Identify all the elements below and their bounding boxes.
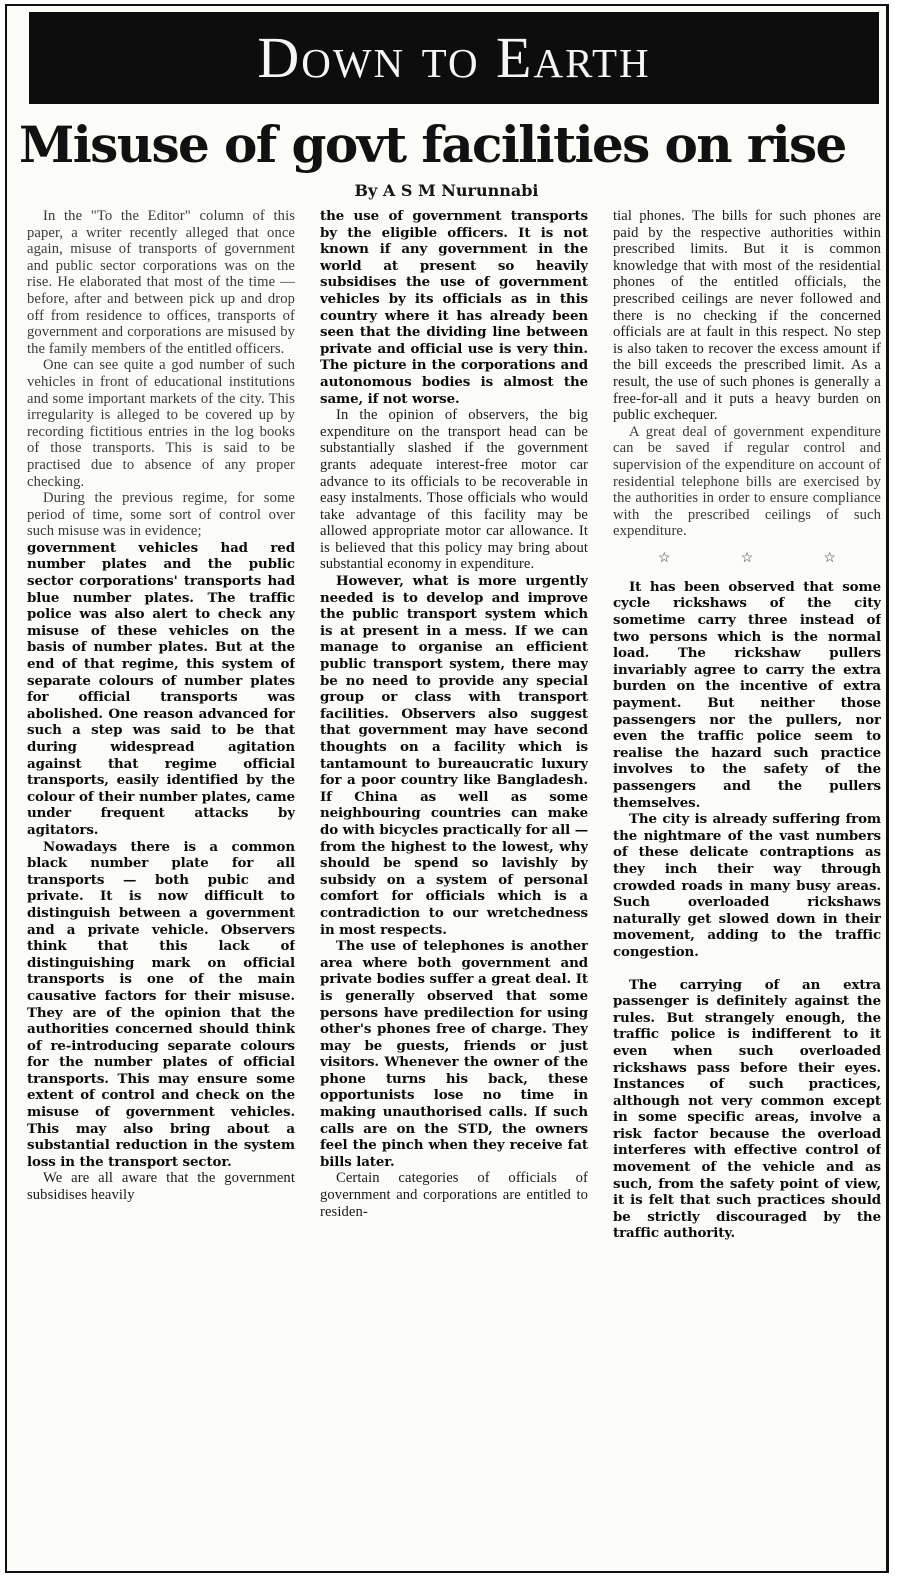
paragraph: Certain categories of officials of government and corporations are entitled to residen- <box>320 1170 588 1220</box>
paragraph: the use of government transports by the eligible officers. It is not known if any government in the world at present so heavily subsidises the use of government vehicles by its officials as in this country where it has already been seen that the dividing line between private and official use is very thin. The picture in the corporations and autonomous bodies is almost the same, if not worse. <box>320 208 588 407</box>
column-2 <box>320 208 588 1570</box>
paragraph-gap <box>613 961 881 977</box>
paragraph: During the previous regime, for some period of time, some sort of control over such misuse was in evidence; <box>27 490 295 540</box>
paragraph: In the opinion of observers, the big expenditure on the transport head can be substantially slashed if the government grants adequate interest-free motor car advance to its officials to be recoverable in easy instalments. Those officials who would take advantage of this facility may be allowed appropriate motor car allowance. It is believed that this policy may bring about substantial economy in expenditure. <box>320 407 588 573</box>
star-icon: ☆ <box>658 550 671 566</box>
paragraph: One can see quite a god number of such vehicles in front of educational institutions and some important markets of the city. This irregularity is alleged to be covered up by recording fictitious entries in the log books of those transports. This is said to be practised due to absence of any proper checking. <box>27 357 295 490</box>
paragraph: The carrying of an extra passenger is definitely against the rules. But strangely enough, the traffic police is indifferent to it even when such overloaded rickshaws pass before their eyes. Instances of such practices, although not very common except in some specific areas, involve a risk factor because the overload interferes with effective control of movement of the vehicle and as such, from the safety point of view, it is felt that such practices should be strictly discouraged by the traffic authority. <box>613 976 881 1242</box>
masthead-title: Down to Earth <box>257 25 651 90</box>
star-icon: ☆ <box>740 550 754 566</box>
paragraph: tial phones. The bills for such phones are paid by the respective authorities within prescribed limits. But it is common knowledge that with most of the residential phones of the entitled officials, the prescribed ceilings are never followed and there is no checking if the concerned officials are at fault in this respect. No step is also taken to recover the excess amount if the bill exceeds the prescribed limit. As a result, the use of such phones is generally a free-for-all and it puts a heavy burden on public exchequer. <box>613 208 881 424</box>
paragraph: The use of telephones is another area where both government and private bodies suffer a great deal. It is generally observed that some persons have predilection for using other's phones free of charge. They may be guests, friends or just visitors. Whenever the owner of the phone turns his back, these opportunists lose no time in making unauthorised calls. If such calls are on the STD, the owners feel the pinch when they receive fat bills later. <box>320 938 588 1170</box>
paragraph: Nowadays there is a common black number plate for all transports — both pubic and private. It is now difficult to distinguish between a government and a private vehicle. Observers think that this lack of distinguishing mark on official transports is one of the main causative factors for their misuse. They are of the opinion that the authorities concerned should think of re-introducing separate colours for the number plates of official transports. This may ensure some extent of control and check on the misuse of government vehicles. This may also bring about a substantial reduction in the system loss in the transport sector. <box>27 838 295 1170</box>
paragraph: In the "To the Editor" column of this paper, a writer recently alleged that once again, misuse of transports of government and public sector corporations was on the rise. He elaborated that most of the time — before, after and between pick up and drop off from residence to offices, transports of government and corporations are misused by the family members of the entitled officers. <box>27 208 295 357</box>
column-1 <box>27 208 295 1570</box>
paragraph: A great deal of government expenditure can be saved if regular control and supervision of the expenditure on account of residential telephone bills are exercised by the authorities in order to ensure compliance with the prescribed ceilings of such expenditure. <box>613 423 881 540</box>
paragraph: It has been observed that some cycle rickshaws of the city sometime carry three instead of two persons which is the normal load. The rickshaw pullers invariably agree to carry the extra burden on the incentive of extra payment. But neither those passengers nor the pullers, nor even the traffic police seem to realise the hazard such practice involves to the safety of the passengers and the pullers themselves. <box>613 578 881 811</box>
paragraph: However, what is more urgently needed is to develop and improve the public transport system which is at present in a mess. If we can manage to organise an efficient public transport system, there may be no need to provide any special group or class with transport facilities. Observers also suggest that government may have second thoughts on a facility which is tantamount to bureaucratic luxury for a poor country like Bangladesh. If China as well as some neighbouring countries can make do with bicycles practically for all — from the highest to the lowest, why should be spend so lavishly by subsidy on a system of personal comfort for officials which is a contradiction to our wretchedness in most respects. <box>320 573 588 938</box>
star-icon: ☆ <box>823 550 836 566</box>
article-byline: By A S M Nurunnabi <box>354 181 539 200</box>
column-3 <box>613 208 881 1570</box>
paragraph: We are all aware that the government subsidises heavily <box>27 1170 295 1204</box>
newspaper-clipping <box>5 4 889 1573</box>
paragraph: The city is already suffering from the nightmare of the vast numbers of these delicate contraptions as they inch their way through crowded roads in many busy areas. Such overloaded rickshaws naturally get slowed down in their movement, adding to the traffic congestion. <box>613 811 881 960</box>
article-headline: Misuse of govt facilities on rise <box>19 115 846 174</box>
section-separator <box>613 540 881 579</box>
paragraph: government vehicles had red number plates and the public sector corporations' transports had blue number plates. The traffic police was also alert to check any misuse of these vehicles on the basis of number plates. But at the end of that regime, this system of separate colours of number plates for official transports was abolished. One reason advanced for such a step was said to be that during widespread agitation against that regime official transports, easily identified by the colour of their number plates, came under frequent attacks by agitators. <box>27 539 295 838</box>
article-body <box>27 208 881 1570</box>
masthead-banner <box>29 12 879 104</box>
